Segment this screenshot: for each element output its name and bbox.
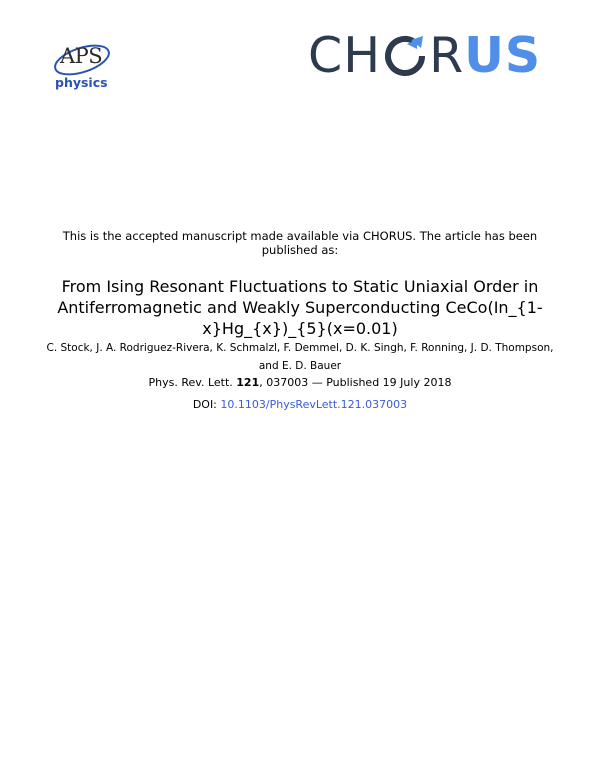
aps-logo-subtitle: physics [55, 75, 108, 90]
article-doi [40, 398, 560, 412]
citation-volume: 121 [236, 376, 260, 389]
chorus-logo-suffix: US [464, 27, 542, 84]
citation-details: , 037003 — Published 19 July 2018 [259, 376, 452, 389]
aps-logo-text: APS [60, 44, 103, 68]
circular-arrow-o-icon [383, 34, 427, 78]
citation-journal: Phys. Rev. Lett. [148, 376, 237, 389]
chorus-notice: This is the accepted manuscript made available via CHORUS. The article has been published as: [62, 229, 538, 257]
chorus-logo [308, 28, 541, 84]
doi-link[interactable]: 10.1103/PhysRevLett.121.037003 [220, 398, 408, 411]
aps-physics-logo [48, 38, 120, 98]
doi-label: DOI: [192, 398, 221, 411]
article-authors: C. Stock, J. A. Rodriguez-Rivera, K. Schmalzl, F. Demmel, D. K. Singh, F. Ronning, J. D. Thompson, and E. D. Bauer [46, 342, 554, 372]
article-citation [40, 376, 560, 390]
chorus-logo-prefix: CH [308, 27, 382, 84]
chorus-logo-r: R [429, 27, 465, 84]
article-title: From Ising Resonant Fluctuations to Static Uniaxial Order in Antiferromagnetic and Weakly Superconducting CeCo(In_{1-x}Hg_{x})_{5}(x=0.01) [57, 277, 543, 338]
